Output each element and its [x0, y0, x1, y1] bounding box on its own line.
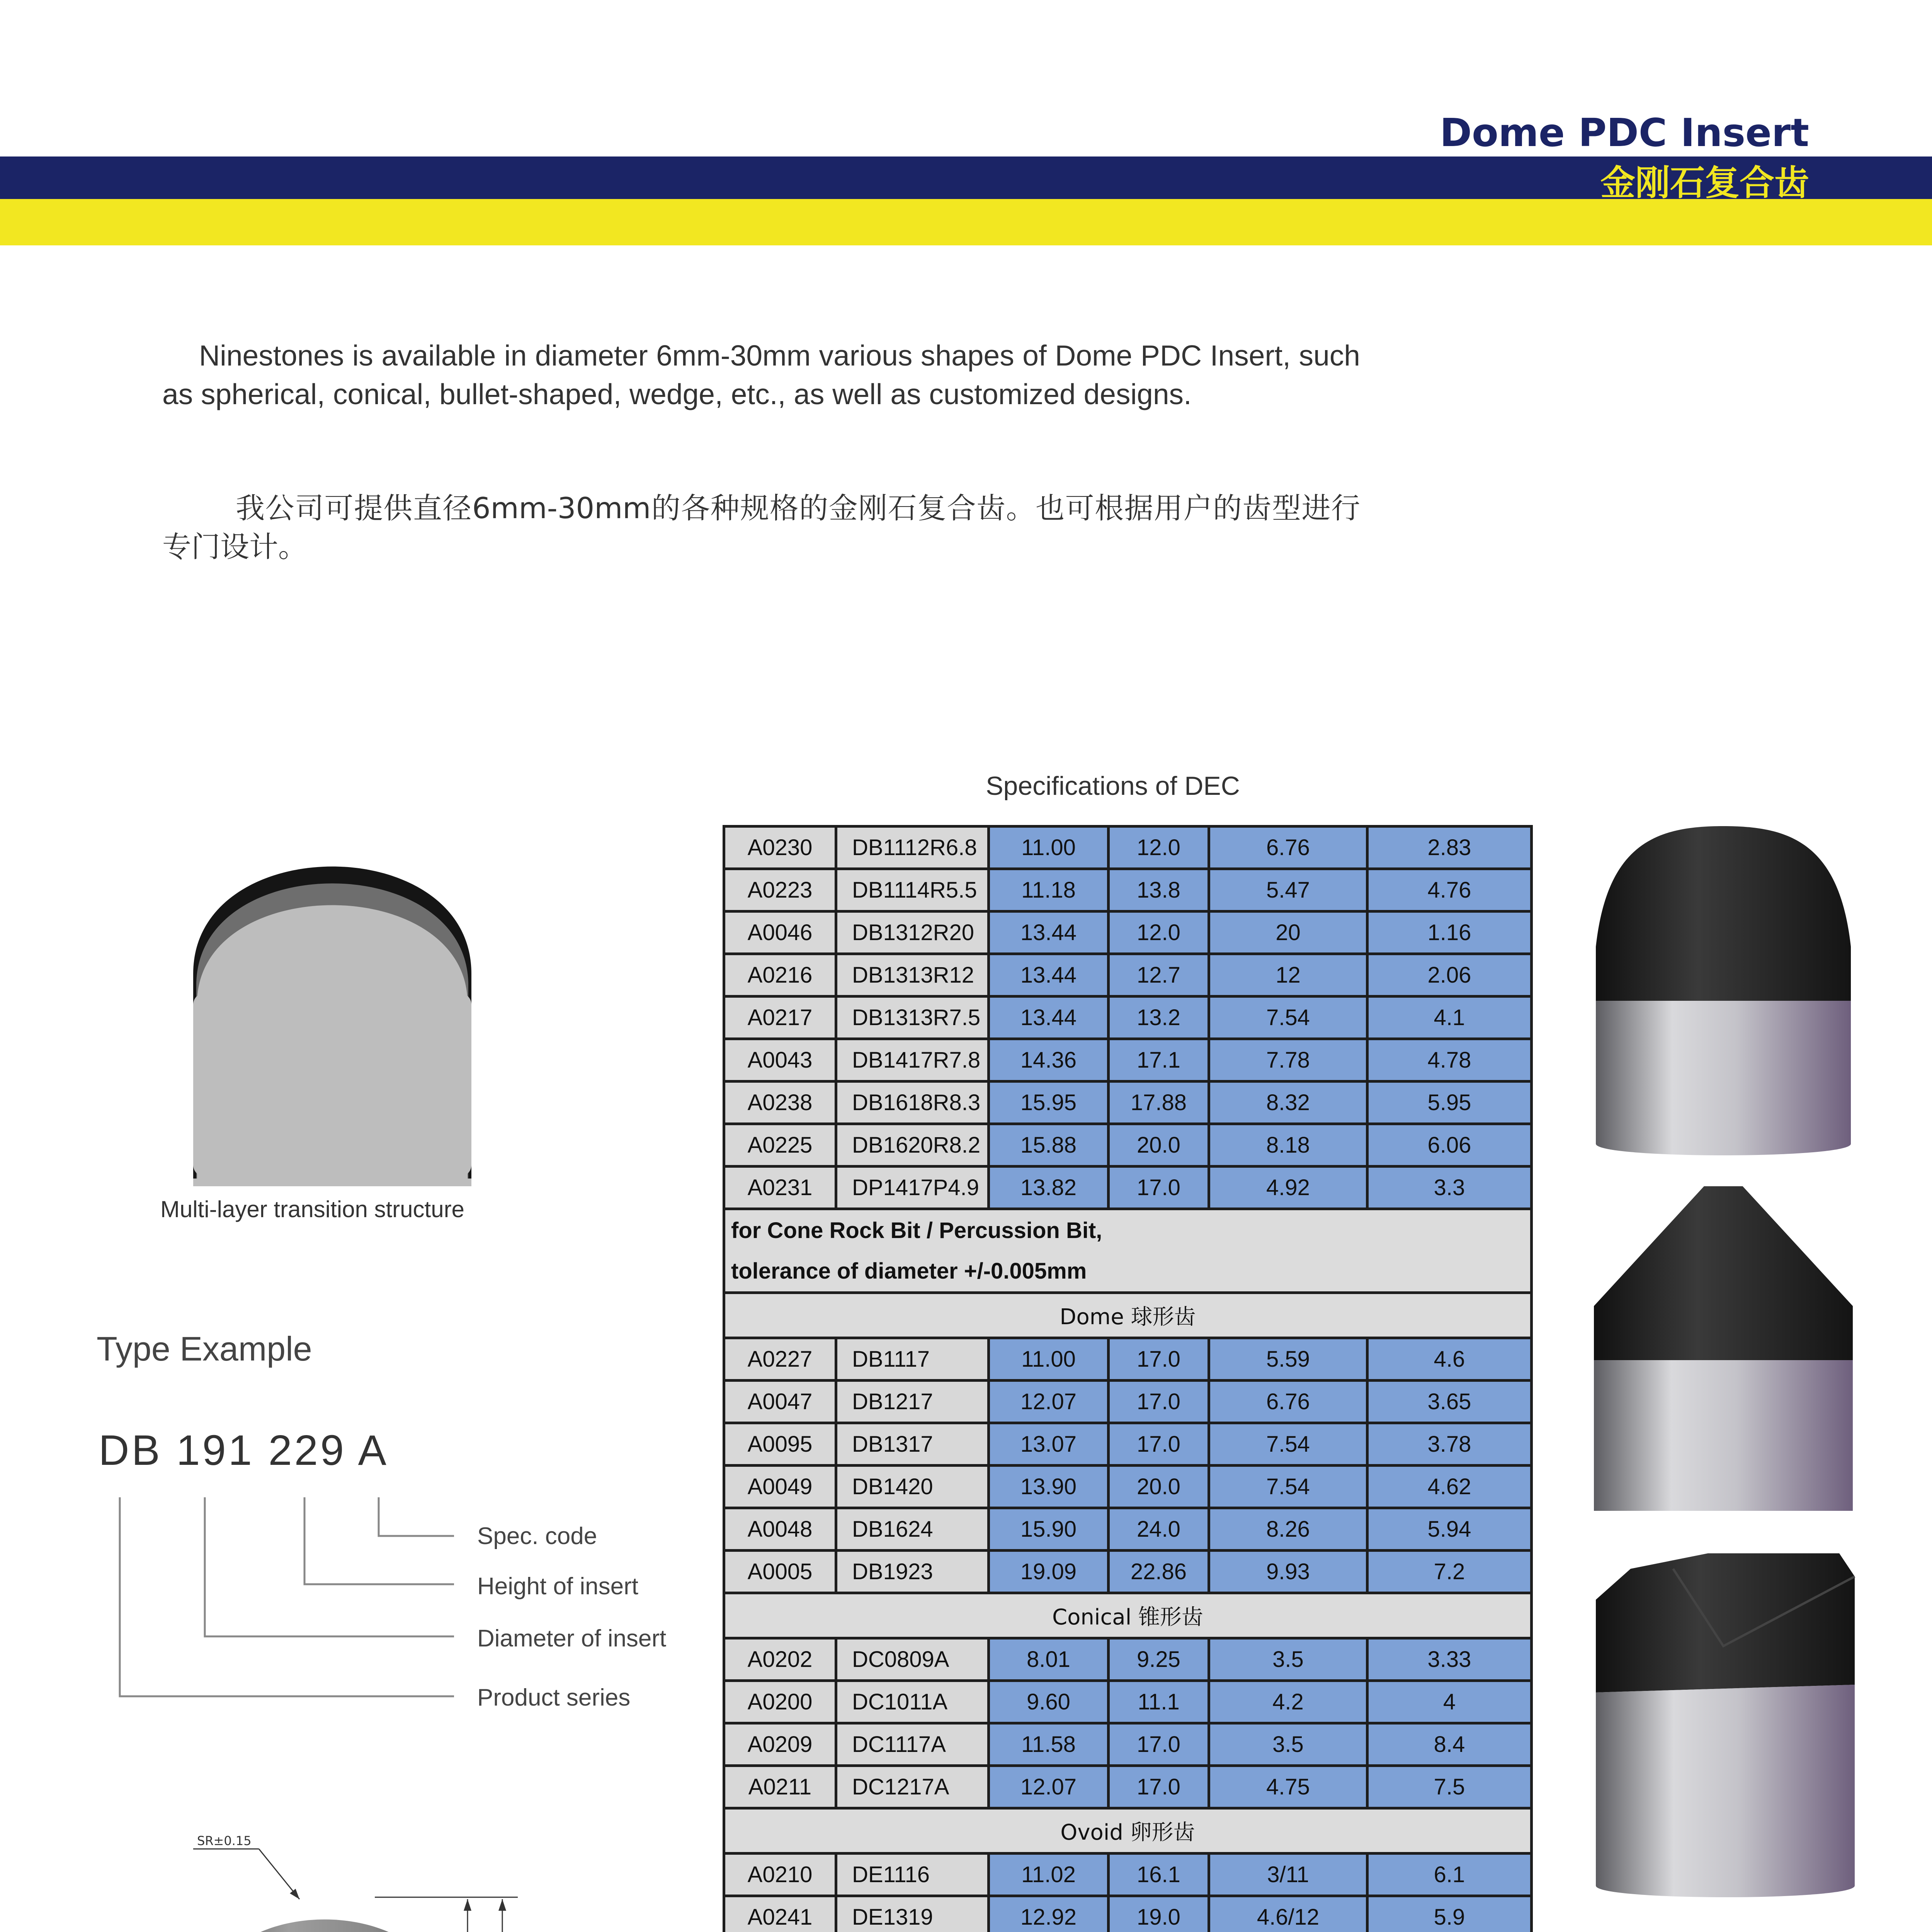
table-cell: 4.6/12: [1209, 1896, 1367, 1932]
dimensions-drawing: [77, 1816, 541, 1932]
table-cell: 9.60: [989, 1681, 1109, 1723]
table-cell: 17.0: [1109, 1167, 1209, 1209]
table-cell: 12.92: [989, 1896, 1109, 1932]
table-row: [724, 1551, 1532, 1593]
table-cell: 4.1: [1367, 997, 1532, 1039]
type-example-code: DB 191 229 A: [99, 1427, 389, 1474]
table-cell: A0049: [724, 1466, 836, 1508]
table-cell: 17.0: [1109, 1381, 1209, 1423]
table-cell: 15.95: [989, 1082, 1109, 1124]
table-cell: A0005: [724, 1551, 836, 1593]
table-cell: DB1420: [836, 1466, 989, 1508]
table-cell: 7.78: [1209, 1039, 1367, 1082]
table-cell: 17.0: [1109, 1723, 1209, 1766]
table-cell: 2.83: [1367, 827, 1532, 869]
table-row: [724, 1854, 1532, 1896]
table-cell: 3.33: [1367, 1638, 1532, 1681]
table-cell: 4.2: [1209, 1681, 1367, 1723]
table-cell: 4.6: [1367, 1338, 1532, 1381]
table-cell: 3.3: [1367, 1167, 1532, 1209]
table-cell: 8.26: [1209, 1508, 1367, 1551]
table-cell: A0047: [724, 1381, 836, 1423]
table-cell: DB1417R7.8: [836, 1039, 989, 1082]
label-height-of-insert: Height of insert: [477, 1573, 638, 1600]
table-cell: DB1112R6.8: [836, 827, 989, 869]
table-section-title: Ovoid 卵形齿: [724, 1808, 1532, 1854]
table-cell: DC1117A: [836, 1723, 989, 1766]
table-cell: A0217: [724, 997, 836, 1039]
table-cell: 7.54: [1209, 1423, 1367, 1466]
table-row: [724, 1681, 1532, 1723]
table-cell: 5.9: [1367, 1896, 1532, 1932]
chisel-insert-photo: [1588, 1546, 1859, 1913]
table-cell: A0210: [724, 1854, 836, 1896]
table-cell: DE1116: [836, 1854, 989, 1896]
table-cell: DC1011A: [836, 1681, 989, 1723]
table-row: [724, 1167, 1532, 1209]
table-row: [724, 1766, 1532, 1808]
table-cell: 2.06: [1367, 954, 1532, 997]
table-cell: 12: [1209, 954, 1367, 997]
table-cell: 1.16: [1367, 912, 1532, 954]
table-cell: 13.8: [1109, 869, 1209, 912]
table-cell: A0230: [724, 827, 836, 869]
table-cell: 20.0: [1109, 1466, 1209, 1508]
table-row: [724, 827, 1532, 869]
table-cell: A0216: [724, 954, 836, 997]
table-cell: 4.62: [1367, 1466, 1532, 1508]
table-cell: 19.09: [989, 1551, 1109, 1593]
spec-table-title: Specifications of DEC: [986, 771, 1240, 801]
table-section-title: Dome 球形齿: [724, 1293, 1532, 1338]
table-cell: 7.54: [1209, 1466, 1367, 1508]
table-row: [724, 1723, 1532, 1766]
table-cell: 4: [1367, 1681, 1532, 1723]
conical-insert-photo: [1588, 1179, 1859, 1526]
table-cell: 5.95: [1367, 1082, 1532, 1124]
table-row: [724, 954, 1532, 997]
table-cell: 12.7: [1109, 954, 1209, 997]
table-cell: 11.02: [989, 1854, 1109, 1896]
table-row: [724, 1423, 1532, 1466]
type-example-title: Type Example: [97, 1330, 312, 1368]
table-cell: 11.00: [989, 1338, 1109, 1381]
table-cell: A0241: [724, 1896, 836, 1932]
table-cell: 5.47: [1209, 869, 1367, 912]
table-cell: 12.07: [989, 1381, 1109, 1423]
table-cell: DB1923: [836, 1551, 989, 1593]
table-row: [724, 1124, 1532, 1167]
table-cell: 11.00: [989, 827, 1109, 869]
table-note: [724, 1209, 1532, 1293]
table-cell: 4.75: [1209, 1766, 1367, 1808]
table-cell: 6.1: [1367, 1854, 1532, 1896]
table-note-row: [724, 1209, 1532, 1293]
table-cell: 5.94: [1367, 1508, 1532, 1551]
table-row: [724, 1638, 1532, 1681]
table-cell: 12.07: [989, 1766, 1109, 1808]
table-row: [724, 1082, 1532, 1124]
table-cell: DB1618R8.3: [836, 1082, 989, 1124]
table-cell: DC0809A: [836, 1638, 989, 1681]
table-cell: A0238: [724, 1082, 836, 1124]
sr-label: SR±0.15: [197, 1833, 252, 1848]
table-row: [724, 1039, 1532, 1082]
table-cell: A0043: [724, 1039, 836, 1082]
table-cell: A0202: [724, 1638, 836, 1681]
table-cell: 16.1: [1109, 1854, 1209, 1896]
intro-english: Ninestones is available in diameter 6mm-30mm various shapes of Dome PDC Insert, such as spherical, conical, bullet-shaped, wedge, etc., as well as customized designs.: [162, 339, 1360, 410]
table-cell: 15.88: [989, 1124, 1109, 1167]
table-row: [724, 1466, 1532, 1508]
table-cell: 3.65: [1367, 1381, 1532, 1423]
table-cell: DB1114R5.5: [836, 869, 989, 912]
label-product-series: Product series: [477, 1684, 631, 1711]
table-cell: DB1313R12: [836, 954, 989, 997]
table-cell: 17.0: [1109, 1766, 1209, 1808]
table-cell: DB1217: [836, 1381, 989, 1423]
table-cell: 20.0: [1109, 1124, 1209, 1167]
table-cell: 8.4: [1367, 1723, 1532, 1766]
table-row: [724, 1381, 1532, 1423]
table-section-title: Conical 锥形齿: [724, 1593, 1532, 1638]
table-row: [724, 1338, 1532, 1381]
table-cell: 8.01: [989, 1638, 1109, 1681]
table-cell: 13.44: [989, 954, 1109, 997]
table-cell: 13.44: [989, 997, 1109, 1039]
table-cell: 11.58: [989, 1723, 1109, 1766]
page-title: Dome PDC Insert: [1440, 110, 1809, 155]
table-cell: 13.2: [1109, 997, 1209, 1039]
table-section-row: [724, 1293, 1532, 1338]
page-title-chinese: 金刚石复合齿: [1600, 163, 1809, 203]
table-cell: A0211: [724, 1766, 836, 1808]
table-cell: 3.5: [1209, 1638, 1367, 1681]
note-line-2: tolerance of diameter +/-0.005mm: [731, 1259, 1087, 1284]
table-cell: A0227: [724, 1338, 836, 1381]
table-cell: DB1117: [836, 1338, 989, 1381]
table-cell: A0095: [724, 1423, 836, 1466]
table-cell: 13.82: [989, 1167, 1109, 1209]
table-section-row: [724, 1593, 1532, 1638]
structure-body: [193, 831, 471, 1179]
label-diameter-of-insert: Diameter of insert: [477, 1625, 667, 1652]
table-cell: 12.0: [1109, 912, 1209, 954]
table-cell: A0209: [724, 1723, 836, 1766]
table-cell: 7.54: [1209, 997, 1367, 1039]
header-yellow-band: [0, 199, 1932, 245]
table-cell: 3/11: [1209, 1854, 1367, 1896]
bullet-insert-photo: [1588, 819, 1859, 1167]
note-line-1: for Cone Rock Bit / Percussion Bit,: [731, 1218, 1102, 1243]
table-row: [724, 997, 1532, 1039]
table-cell: 5.59: [1209, 1338, 1367, 1381]
structure-caption: Multi-layer transition structure: [160, 1196, 464, 1222]
table-cell: 14.36: [989, 1039, 1109, 1082]
table-cell: A0223: [724, 869, 836, 912]
table-cell: 8.32: [1209, 1082, 1367, 1124]
table-cell: DP1417P4.9: [836, 1167, 989, 1209]
table-cell: 9.93: [1209, 1551, 1367, 1593]
table-cell: 13.07: [989, 1423, 1109, 1466]
table-cell: 24.0: [1109, 1508, 1209, 1551]
table-cell: A0225: [724, 1124, 836, 1167]
table-cell: 13.90: [989, 1466, 1109, 1508]
table-cell: DB1317: [836, 1423, 989, 1466]
table-row: [724, 1896, 1532, 1932]
table-cell: DB1624: [836, 1508, 989, 1551]
table-cell: 12.0: [1109, 827, 1209, 869]
table-row: [724, 1508, 1532, 1551]
table-cell: DB1620R8.2: [836, 1124, 989, 1167]
table-cell: 11.1: [1109, 1681, 1209, 1723]
table-cell: 19.0: [1109, 1896, 1209, 1932]
table-cell: 17.1: [1109, 1039, 1209, 1082]
table-cell: 11.18: [989, 869, 1109, 912]
table-cell: 17.0: [1109, 1338, 1209, 1381]
type-example-leader-lines: [108, 1480, 456, 1712]
table-cell: 17.88: [1109, 1082, 1209, 1124]
table-cell: 20: [1209, 912, 1367, 954]
table-cell: 6.76: [1209, 1381, 1367, 1423]
table-cell: A0200: [724, 1681, 836, 1723]
table-cell: DB1313R7.5: [836, 997, 989, 1039]
table-cell: 4.78: [1367, 1039, 1532, 1082]
table-cell: 7.5: [1367, 1766, 1532, 1808]
table-cell: DC1217A: [836, 1766, 989, 1808]
table-cell: 9.25: [1109, 1638, 1209, 1681]
spec-table: [723, 825, 1533, 1932]
table-cell: DB1312R20: [836, 912, 989, 954]
table-section-row: [724, 1808, 1532, 1854]
table-cell: DE1319: [836, 1896, 989, 1932]
table-cell: 7.2: [1367, 1551, 1532, 1593]
table-cell: 3.78: [1367, 1423, 1532, 1466]
table-cell: A0046: [724, 912, 836, 954]
table-row: [724, 912, 1532, 954]
table-cell: 8.18: [1209, 1124, 1367, 1167]
table-cell: A0231: [724, 1167, 836, 1209]
table-cell: 4.92: [1209, 1167, 1367, 1209]
intro-chinese: 我公司可提供直径6mm-30mm的各种规格的金刚石复合齿。也可根据用户的齿型进行专门设计。: [162, 491, 1360, 564]
table-cell: 4.76: [1367, 869, 1532, 912]
table-cell: 6.06: [1367, 1124, 1532, 1167]
table-row: [724, 869, 1532, 912]
table-cell: 17.0: [1109, 1423, 1209, 1466]
label-spec-code: Spec. code: [477, 1523, 597, 1549]
table-cell: 3.5: [1209, 1723, 1367, 1766]
table-cell: 6.76: [1209, 827, 1367, 869]
table-cell: 22.86: [1109, 1551, 1209, 1593]
table-cell: A0048: [724, 1508, 836, 1551]
table-cell: 15.90: [989, 1508, 1109, 1551]
table-cell: 13.44: [989, 912, 1109, 954]
